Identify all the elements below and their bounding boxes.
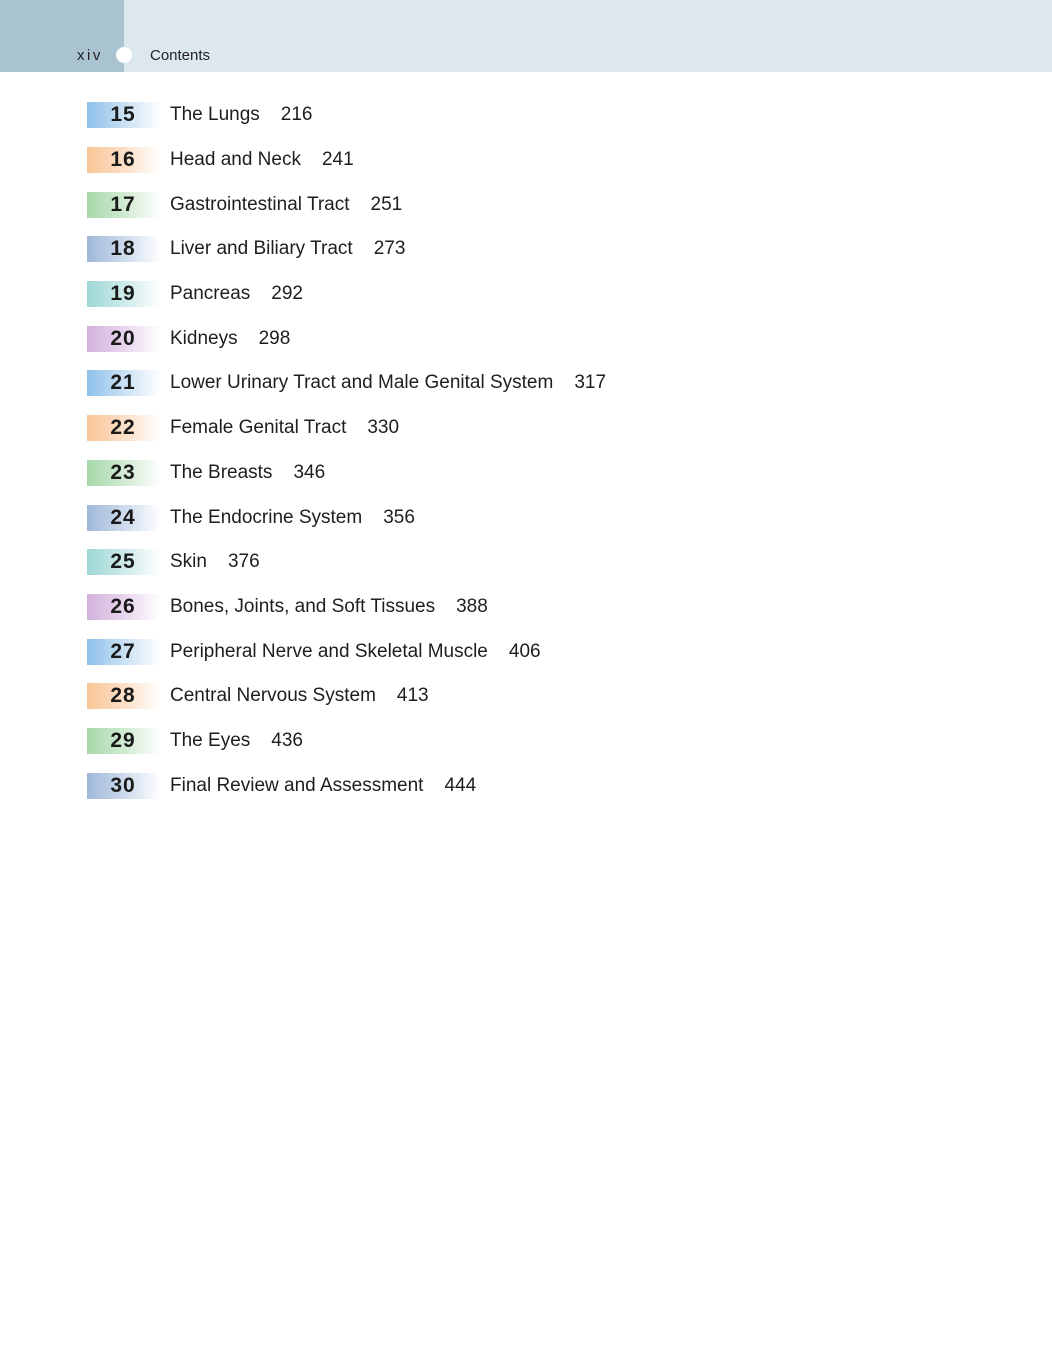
chapter-page-number: 436: [271, 729, 303, 751]
toc-entry-25[interactable]: [87, 540, 606, 585]
chapter-page-number: 356: [383, 506, 415, 528]
toc-entry-28[interactable]: [87, 674, 606, 719]
toc-entry-30[interactable]: [87, 763, 606, 808]
chapter-title: The Lungs: [170, 104, 260, 126]
chapter-title: Lower Urinary Tract and Male Genital System: [170, 372, 554, 394]
chapter-page-number: 330: [367, 417, 400, 439]
chapter-title: Final Review and Assessment: [170, 774, 424, 796]
chapter-title: Kidneys: [170, 327, 238, 349]
chapter-number-badge: 19: [87, 281, 161, 307]
section-title: Contents: [150, 47, 211, 64]
chapter-page-number: 388: [456, 595, 488, 617]
chapter-number-badge: 21: [87, 370, 161, 396]
chapter-number-badge: 29: [87, 728, 161, 754]
chapter-title: Skin: [170, 551, 207, 573]
chapter-title: Bones, Joints, and Soft Tissues: [170, 595, 436, 617]
chapter-number-badge: 25: [87, 549, 161, 575]
chapter-title: Female Genital Tract: [170, 417, 347, 439]
chapter-title: The Breasts: [170, 461, 273, 483]
toc-entry-20[interactable]: [87, 316, 606, 361]
chapter-page-number: 251: [370, 193, 403, 215]
chapter-number-badge: 16: [87, 147, 161, 173]
toc-entry-26[interactable]: [87, 585, 606, 630]
chapter-title: Pancreas: [170, 283, 251, 305]
chapter-page-number: 376: [227, 551, 260, 573]
chapter-title: Gastrointestinal Tract: [170, 193, 350, 215]
toc-entry-16[interactable]: [87, 138, 606, 183]
chapter-number-badge: 28: [87, 683, 161, 709]
chapter-page-number: 292: [271, 283, 303, 305]
toc-entry-29[interactable]: [87, 719, 606, 764]
chapter-number-badge: 22: [87, 415, 161, 441]
chapter-page-number: 317: [574, 372, 607, 394]
chapter-page-number: 406: [508, 640, 541, 662]
bullet-dot-icon: [116, 47, 132, 63]
chapter-number-badge: 20: [87, 326, 161, 352]
table-of-contents: [87, 93, 606, 808]
toc-entry-19[interactable]: [87, 272, 606, 317]
chapter-number-badge: 27: [87, 639, 161, 665]
chapter-page-number: 444: [444, 774, 477, 796]
toc-entry-27[interactable]: [87, 629, 606, 674]
toc-entry-22[interactable]: [87, 406, 606, 451]
toc-entry-24[interactable]: [87, 495, 606, 540]
toc-entry-18[interactable]: [87, 227, 606, 272]
chapter-title: Central Nervous System: [170, 685, 376, 707]
header-accent-block: [0, 0, 124, 72]
chapter-title: Head and Neck: [170, 149, 301, 171]
toc-entry-23[interactable]: [87, 451, 606, 496]
chapter-number-badge: 15: [87, 102, 161, 128]
chapter-title: The Eyes: [170, 729, 251, 751]
toc-entry-21[interactable]: [87, 361, 606, 406]
chapter-page-number: 413: [396, 685, 429, 707]
chapter-number-badge: 17: [87, 192, 161, 218]
chapter-number-badge: 26: [87, 594, 161, 620]
toc-entry-15[interactable]: [87, 93, 606, 138]
toc-entry-17[interactable]: [87, 182, 606, 227]
chapter-number-badge: 18: [87, 236, 161, 262]
chapter-title: Peripheral Nerve and Skeletal Muscle: [170, 640, 488, 662]
chapter-title: Liver and Biliary Tract: [170, 238, 353, 260]
chapter-page-number: 241: [321, 149, 354, 171]
page-number: xiv: [77, 47, 103, 64]
chapter-page-number: 298: [258, 327, 291, 349]
chapter-number-badge: 23: [87, 460, 161, 486]
chapter-number-badge: 30: [87, 773, 161, 799]
chapter-number-badge: 24: [87, 505, 161, 531]
chapter-page-number: 273: [373, 238, 406, 260]
chapter-title: The Endocrine System: [170, 506, 363, 528]
chapter-page-number: 346: [293, 461, 326, 483]
chapter-page-number: 216: [280, 104, 313, 126]
